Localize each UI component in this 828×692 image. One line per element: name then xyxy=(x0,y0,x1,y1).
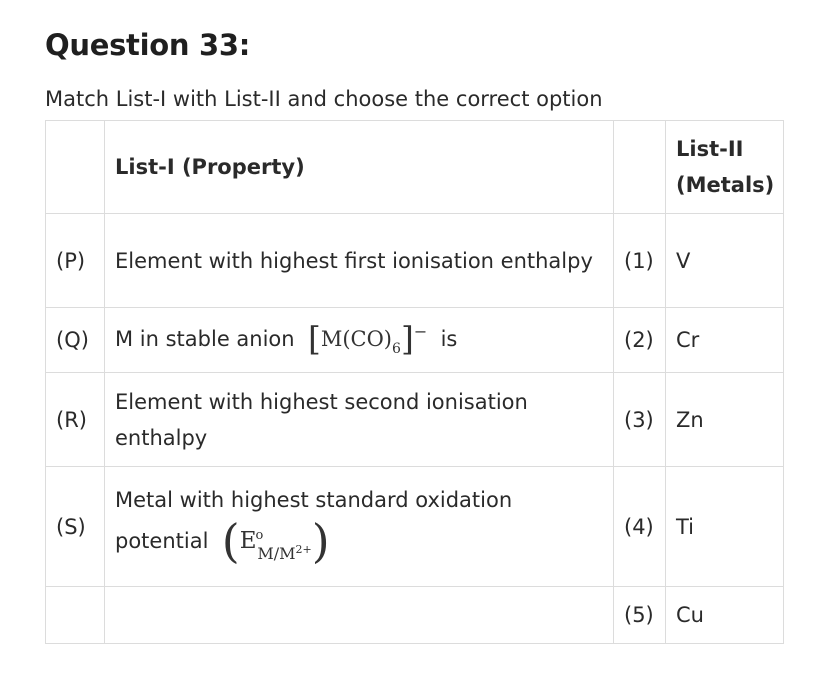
formula-close-paren: ) xyxy=(311,513,330,568)
formula-subscript xyxy=(257,544,311,563)
formula-open-paren: ( xyxy=(221,513,240,568)
row-property xyxy=(105,467,614,587)
table-row xyxy=(46,308,784,373)
row-label: (R) xyxy=(46,373,105,467)
property-line1: Metal with highest standard oxidation xyxy=(115,487,513,512)
header-list2 xyxy=(666,121,784,214)
row-property xyxy=(105,308,614,373)
formula-superscript: o xyxy=(255,527,264,543)
row-metal: Ti xyxy=(666,467,784,587)
header-list2-line1: List-II xyxy=(676,137,744,161)
row-number: (2) xyxy=(614,308,666,373)
row-number: (5) xyxy=(614,587,666,644)
formula-subscript-charge: 2+ xyxy=(295,542,312,556)
property-suffix: is xyxy=(440,326,458,351)
row-number: (4) xyxy=(614,467,666,587)
formula-body: M(CO) xyxy=(320,326,393,351)
row-number: (1) xyxy=(614,214,666,308)
property-prefix: M in stable anion xyxy=(115,326,295,351)
row-property: Element with highest second ionisation enthalpy xyxy=(105,373,614,467)
formula-close-bracket: ] xyxy=(400,318,414,358)
formula-open-bracket: [ xyxy=(307,318,321,358)
row-property: Element with highest first ionisation enthalpy xyxy=(105,214,614,308)
header-empty-cell xyxy=(614,121,666,214)
matching-table xyxy=(45,120,784,644)
row-metal: Cu xyxy=(666,587,784,644)
row-label: (Q) xyxy=(46,308,105,373)
row-label xyxy=(46,587,105,644)
question-title: Question 33: xyxy=(45,28,251,62)
header-list2-line2: (Metals) xyxy=(676,173,775,197)
electrode-potential-formula xyxy=(221,513,330,568)
row-metal: Zn xyxy=(666,373,784,467)
formula-charge: − xyxy=(413,321,428,341)
table-header-row xyxy=(46,121,784,214)
header-empty-cell xyxy=(46,121,105,214)
row-metal: V xyxy=(666,214,784,308)
row-label: (P) xyxy=(46,214,105,308)
table-row xyxy=(46,467,784,587)
row-property xyxy=(105,587,614,644)
formula-symbol: E xyxy=(239,527,257,554)
question-instruction: Match List-I with List-II and choose the correct option xyxy=(45,87,603,111)
table-row xyxy=(46,373,784,467)
table-row xyxy=(46,214,784,308)
formula-subscript-text: M/M xyxy=(257,543,296,563)
table-row xyxy=(46,587,784,644)
formula-subscript: 6 xyxy=(392,340,401,357)
header-list1: List-I (Property) xyxy=(105,121,614,214)
complex-ion-formula xyxy=(307,318,428,358)
property-line2: potential xyxy=(115,528,209,553)
row-number: (3) xyxy=(614,373,666,467)
row-label: (S) xyxy=(46,467,105,587)
row-metal: Cr xyxy=(666,308,784,373)
